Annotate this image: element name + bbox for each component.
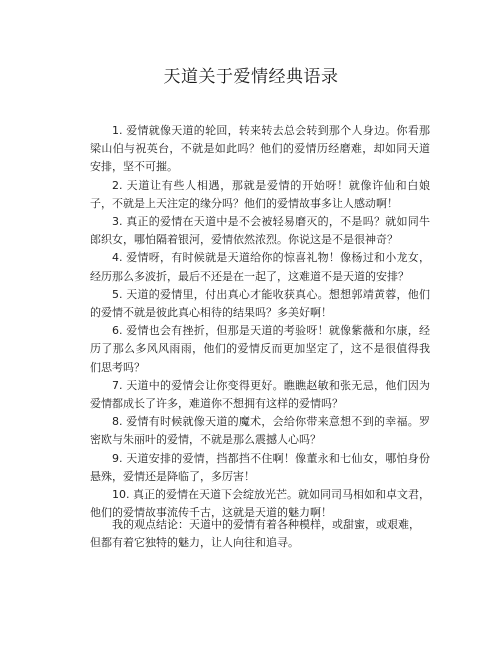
quote-item-9: 9. 天道安排的爱情，挡都挡不住啊！像董永和七仙女，哪怕身份悬殊，爱情还是降临了，多厉害！ bbox=[90, 451, 430, 483]
quote-item-7: 7. 天道中的爱情会让你变得更好。瞧瞧赵敏和张无忌，他们因为爱情都成长了许多，难道你不想拥有这样的爱情吗？ bbox=[90, 378, 430, 411]
quote-item-1: 1. 爱情就像天道的轮回，转来转去总会转到那个人身边。你看那梁山伯与祝英台，不就是如此吗？他们的爱情历经磨难，却如同天道安排，坚不可摧。 bbox=[90, 124, 430, 174]
quote-item-3: 3. 真正的爱情在天道中是不会被轻易磨灭的，不是吗？就如同牛郎织女，哪怕隔着银河，爱情依然浓烈。你说这是不是很神奇？ bbox=[90, 215, 430, 247]
conclusion-paragraph: 我的观点结论：天道中的爱情有着各种模样，或甜蜜，或艰难，但都有着它独特的魅力，让人向往和追寻。 bbox=[90, 518, 420, 550]
quote-item-5: 5. 天道的爱情里，付出真心才能收获真心。想想郭靖黄蓉，他们的爱情不就是彼此真心相待的结果吗？多美好啊！ bbox=[90, 287, 430, 320]
quote-item-2: 2. 天道让有些人相遇，那就是爱情的开始呀！就像许仙和白娘子，不就是上天注定的缘分吗？他们的爱情故事多让人感动啊！ bbox=[90, 178, 430, 210]
quote-list bbox=[90, 122, 430, 522]
quote-item-6: 6. 爱情也会有挫折，但那是天道的考验呀！就像紫薇和尔康，经历了那么多风风雨雨，他们的爱情反而更加坚定了，这不是很值得我们思考吗？ bbox=[90, 324, 430, 374]
quote-item-8: 8. 爱情有时候就像天道的魔术，会给你带来意想不到的幸福。罗密欧与朱丽叶的爱情，不就是那么震撼人心吗？ bbox=[90, 415, 430, 447]
document-title: 天道关于爱情经典语录 bbox=[163, 67, 339, 87]
quote-item-10: 10. 真正的爱情在天道下会绽放光芒。就如同司马相如和卓文君，他们的爱情故事流传千古，这就是天道的魅力啊！ bbox=[90, 488, 430, 520]
quote-item-4: 4. 爱情呀，有时候就是天道给你的惊喜礼物！像杨过和小龙女，经历那么多波折，最后不还是在一起了，这难道不是天道的安排？ bbox=[90, 251, 430, 283]
